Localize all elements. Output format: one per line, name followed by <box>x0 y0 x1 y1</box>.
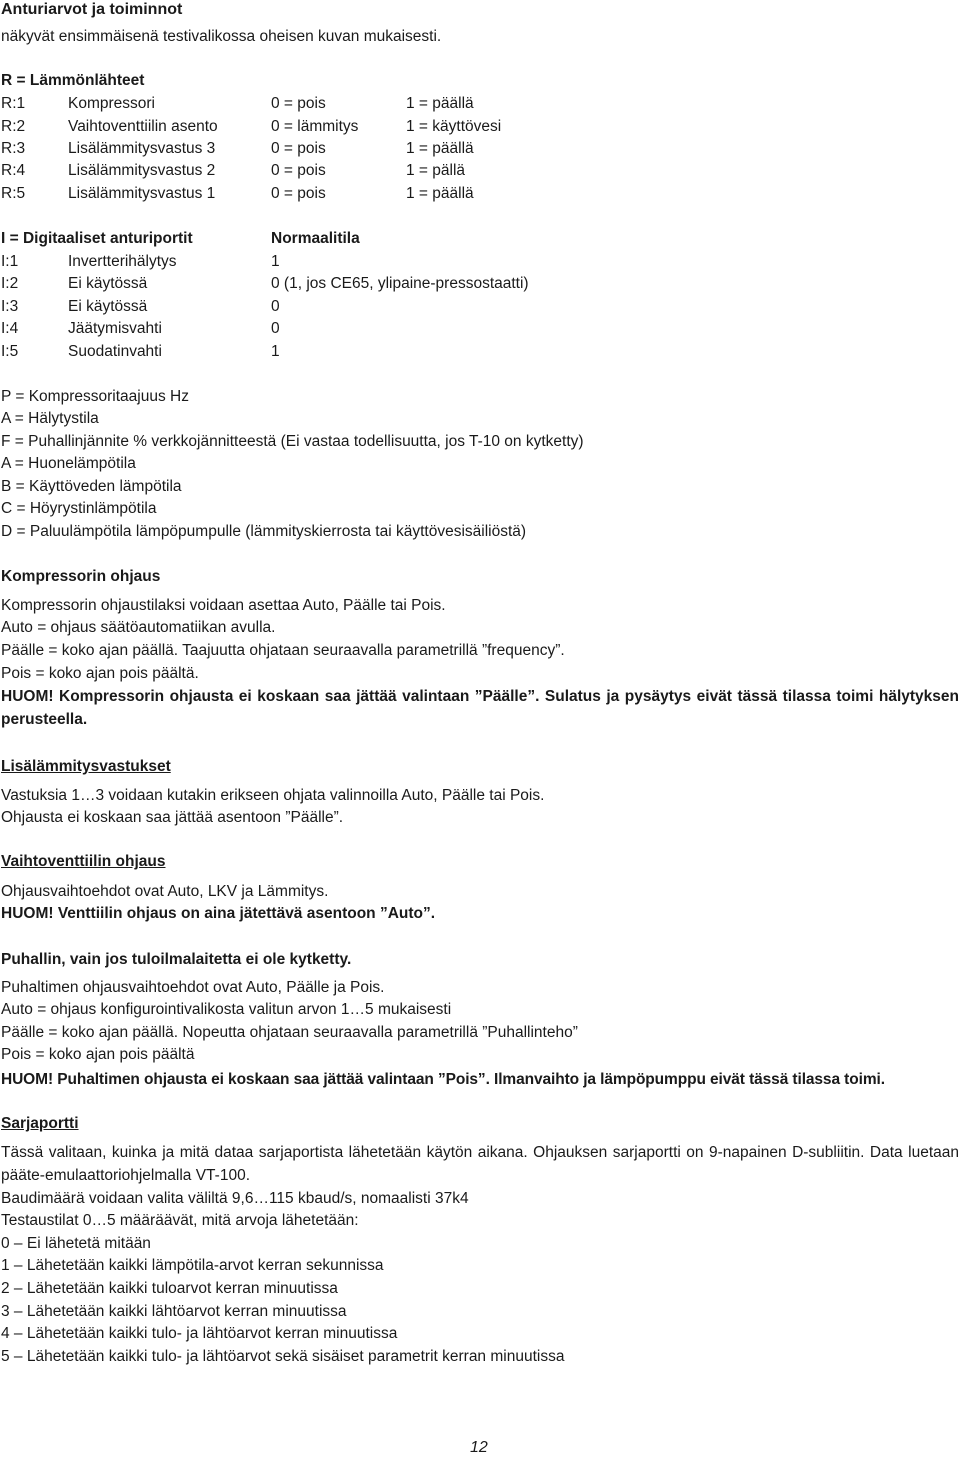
lisalammitys-line: Ohjausta ei koskaan saa jättää asentoon ”Päälle”. <box>1 809 344 826</box>
r-row <box>1 117 901 137</box>
puhallin-line: Pois = koko ajan pois päältä <box>1 1046 195 1063</box>
i-value: 0 <box>271 298 280 315</box>
sarjaportti-line: 1 – Lähetetään kaikki lämpötila-arvot kerran sekunnissa <box>1 1257 384 1274</box>
i-column-heading: Normaalitila <box>271 230 360 247</box>
i-row <box>1 252 901 272</box>
i-row <box>1 319 901 339</box>
kompressori-warning: HUOM! Kompressorin ohjausta ei koskaan saa jättää valintaan ”Päälle”. Sulatus ja pysäytys eivät tässä tilassa toimi hälytyksen perusteella. <box>1 688 959 728</box>
lisalammitys-line: Vastuksia 1…3 voidaan kutakin erikseen ohjata valinnoilla Auto, Päälle tai Pois. <box>1 787 545 804</box>
i-code: I:5 <box>1 343 19 360</box>
puhallin-line: Auto = ohjaus konfigurointivalikosta valitun arvon 1…5 mukaisesti <box>1 1001 452 1018</box>
i-name: Jäätymisvahti <box>68 320 162 337</box>
legend-item: A = Huonelämpötila <box>1 455 136 472</box>
r-code: R:2 <box>1 118 26 135</box>
r-code: R:1 <box>1 95 26 112</box>
vaihtoventtiili-warning: HUOM! Venttiilin ohjaus on aina jätettävä asentoon ”Auto”. <box>1 905 436 922</box>
r-name: Vaihtoventtiilin asento <box>68 118 218 135</box>
i-code: I:2 <box>1 275 19 292</box>
sarjaportti-line: 3 – Lähetetään kaikki lähtöarvot kerran minuutissa <box>1 1303 347 1320</box>
page-title: Anturiarvot ja toiminnot <box>1 1 183 18</box>
r-name: Lisälämmitysvastus 1 <box>68 185 216 202</box>
puhallin-line: Puhaltimen ohjausvaihtoehdot ovat Auto, Päälle ja Pois. <box>1 979 385 996</box>
r-on: 1 = pällä <box>406 162 466 179</box>
legend-item: D = Paluulämpötila lämpöpumpulle (lämmityskierrosta tai käyttövesisäiliöstä) <box>1 523 527 540</box>
vaihtoventtiili-heading: Vaihtoventtiilin ohjaus <box>1 853 166 870</box>
kompressori-line: Pois = koko ajan pois päältä. <box>1 665 199 682</box>
legend-item: F = Puhallinjännite % verkkojännitteestä (Ei vastaa todellisuutta, jos T-10 on kytketty) <box>1 433 584 450</box>
i-code: I:3 <box>1 298 19 315</box>
r-on: 1 = päällä <box>406 140 474 157</box>
page-number: 12 <box>470 1439 488 1456</box>
i-value: 1 <box>271 343 280 360</box>
legend-item: P = Kompressoritaajuus Hz <box>1 388 189 405</box>
puhallin-line: Päälle = koko ajan päällä. Nopeutta ohjataan seuraavalla parametrillä ”Puhallinteho” <box>1 1024 578 1041</box>
r-off: 0 = pois <box>271 162 326 179</box>
r-off: 0 = pois <box>271 185 326 202</box>
legend-item: A = Hälytystila <box>1 410 99 427</box>
r-name: Lisälämmitysvastus 2 <box>68 162 216 179</box>
r-on: 1 = päällä <box>406 185 474 202</box>
sarjaportti-line: Testaustilat 0…5 määräävät, mitä arvoja lähetetään: <box>1 1212 359 1229</box>
sarjaportti-line: 4 – Lähetetään kaikki tulo- ja lähtöarvot kerran minuutissa <box>1 1325 398 1342</box>
i-section-heading: I = Digitaaliset anturiportit <box>1 230 193 247</box>
i-value: 0 <box>271 320 280 337</box>
kompressori-line: Päälle = koko ajan päällä. Taajuutta ohjataan seuraavalla parametrillä ”frequency”. <box>1 642 565 659</box>
sarjaportti-paragraph: Tässä valitaan, kuinka ja mitä dataa sarjaportista lähetetään käytön aikana. Ohjauksen sarjaportti on 9-napainen D-subliitin. Data luetaan pääte-emulaattoriohjelmalla VT-100. <box>1 1144 959 1184</box>
r-code: R:3 <box>1 140 26 157</box>
i-name: Ei käytössä <box>68 275 148 292</box>
r-on: 1 = päällä <box>406 95 474 112</box>
i-name: Suodatinvahti <box>68 343 162 360</box>
r-off: 0 = pois <box>271 140 326 157</box>
sarjaportti-line: Baudimäärä voidaan valita väliltä 9,6…115 kbaud/s, nomaalisti 37k4 <box>1 1190 469 1207</box>
puhallin-warning: HUOM! Puhaltimen ohjausta ei koskaan saa jättää valintaan ”Pois”. Ilmanvaihto ja lämpöpumppu eivät tässä tilassa toimi. <box>1 1071 885 1088</box>
sarjaportti-line: 5 – Lähetetään kaikki tulo- ja lähtöarvot sekä sisäiset parametrit kerran minuutissa <box>1 1348 565 1365</box>
r-off: 0 = pois <box>271 95 326 112</box>
i-row <box>1 342 901 362</box>
vaihtoventtiili-line: Ohjausvaihtoehdot ovat Auto, LKV ja Lämmitys. <box>1 883 329 900</box>
i-value: 1 <box>271 253 280 270</box>
r-on: 1 = käyttövesi <box>406 118 502 135</box>
i-name: Ei käytössä <box>68 298 148 315</box>
i-row <box>1 274 901 294</box>
kompressori-line: Kompressorin ohjaustilaksi voidaan asettaa Auto, Päälle tai Pois. <box>1 597 446 614</box>
r-row <box>1 161 901 181</box>
legend-item: B = Käyttöveden lämpötila <box>1 478 182 495</box>
sarjaportti-line: 2 – Lähetetään kaikki tuloarvot kerran minuutissa <box>1 1280 338 1297</box>
kompressori-line: Auto = ohjaus säätöautomatiikan avulla. <box>1 619 276 636</box>
r-name: Kompressori <box>68 95 155 112</box>
r-row <box>1 184 901 204</box>
r-row <box>1 139 901 159</box>
sarjaportti-line: 0 – Ei lähetetä mitään <box>1 1235 151 1252</box>
r-section-heading: R = Lämmönlähteet <box>1 72 145 89</box>
i-name: Invertterihälytys <box>68 253 177 270</box>
intro-text: näkyvät ensimmäisenä testivalikossa oheisen kuvan mukaisesti. <box>1 28 442 45</box>
kompressori-heading: Kompressorin ohjaus <box>1 568 161 585</box>
sarjaportti-heading: Sarjaportti <box>1 1115 79 1132</box>
puhallin-heading: Puhallin, vain jos tuloilmalaitetta ei ole kytketty. <box>1 951 352 968</box>
i-code: I:1 <box>1 253 19 270</box>
r-code: R:5 <box>1 185 26 202</box>
i-row <box>1 297 901 317</box>
r-row <box>1 94 901 114</box>
r-off: 0 = lämmitys <box>271 118 359 135</box>
i-value: 0 (1, jos CE65, ylipaine-pressostaatti) <box>271 275 529 292</box>
r-name: Lisälämmitysvastus 3 <box>68 140 216 157</box>
r-code: R:4 <box>1 162 26 179</box>
i-code: I:4 <box>1 320 19 337</box>
legend-item: C = Höyrystinlämpötila <box>1 500 157 517</box>
lisalammitys-heading: Lisälämmitysvastukset <box>1 758 171 775</box>
i-section-header <box>1 229 901 249</box>
